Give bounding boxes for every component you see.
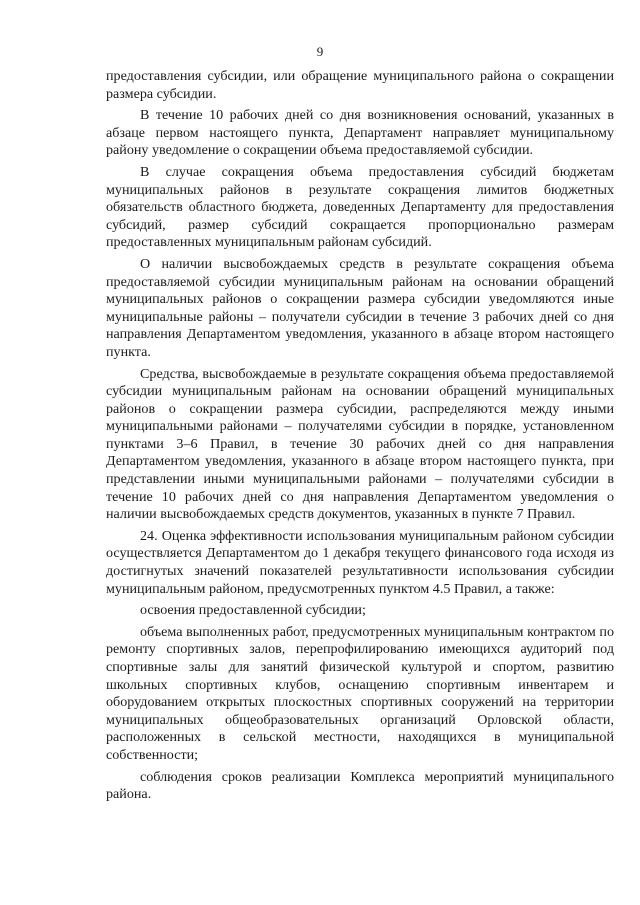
paragraph: соблюдения сроков реализации Комплекса мероприятий муниципального района. [106,768,614,803]
page-number: 9 [316,44,324,59]
paragraph: предоставления субсидии, или обращение муниципального района о сокращении размера субсидии. [106,68,614,102]
paragraph: О наличии высвобождаемых средств в результате сокращения объема предоставляемой субсидии муниципальным районам на основании обращений муниципальных районов о сокращении размера субсидии уведомляются иные муниципальные районы – получатели субсидии в течение 3 рабочих дней со дня направления Департаментом уведомления, указанного в абзаце втором настоящего пункта. [106,255,614,360]
paragraph: В течение 10 рабочих дней со дня возникновения оснований, указанных в абзаце первом настоящего пункта, Департамент направляет муниципальному району уведомление о сокращении объема предоставляемой субсидии. [106,107,614,159]
paragraph: освоения предоставленной субсидии; [140,602,366,619]
paragraph: Средства, высвобождаемые в результате сокращения объема предоставляемой субсидии муниципальным районам на основании обращений муниципальных районов о сокращении размера субсидии, распределяются между иными муниципальными районами – получателями субсидии в порядке, установленном пунктами 3–6 Правил, в течение 30 рабочих дней со дня направления Департаментом уведомления, указанного в абзаце втором настоящего пункта, при представлении иными муниципальными районами – получателями субсидии в течение 10 рабочих дней со дня направления Департаментом уведомления о наличии высвобождаемых средств документов, указанных в пункте 7 Правил. [106,365,614,523]
paragraph: объема выполненных работ, предусмотренных муниципальным контрактом по ремонту спортивных залов, перепрофилированию имеющихся аудиторий под спортивные залы для занятий физической культурой и спортом, развитию школьных спортивных клубов, оснащению спортивным инвентарем и оборудованием открытых плоскостных спортивных сооружений на территории муниципальных общеобразовательных организаций Орловской области, расположенных в сельской местности, находящихся в муниципальной собственности; [106,623,614,763]
document-body [106,68,614,808]
paragraph: 24. Оценка эффективности использования муниципальным районом субсидии осуществляется Департаментом до 1 декабря текущего финансового года исходя из достигнутых значений показателей результативности использования субсидии муниципальным районом, предусмотренных пунктом 4.5 Правил, а также: [106,527,614,597]
paragraph: В случае сокращения объема предоставления субсидий бюджетам муниципальных районов в результате сокращения лимитов бюджетных обязательств областного бюджета, доведенных Департаменту для предоставления субсидий, размер субсидий сокращается пропорционально размерам предоставленных муниципальным районам субсидий. [106,163,614,251]
